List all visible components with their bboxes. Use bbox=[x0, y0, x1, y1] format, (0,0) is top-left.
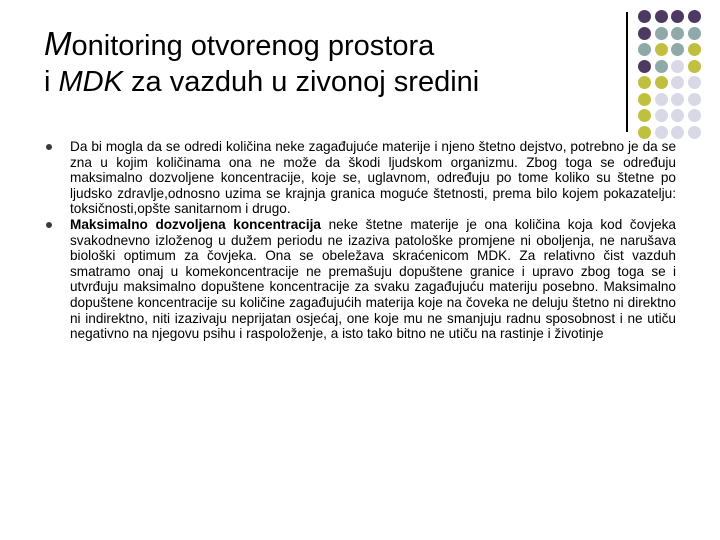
decorative-dot bbox=[688, 43, 701, 56]
decorative-dot bbox=[671, 126, 684, 139]
decorative-dot bbox=[688, 60, 701, 73]
decorative-dot bbox=[655, 43, 668, 56]
decorative-dot bbox=[655, 109, 668, 122]
decorative-dot bbox=[638, 60, 651, 73]
bullet-text: Da bi mogla da se odredi količina neke zagađujuće materije i njeno štetno dejstvo, potrebno je da se zna u kojim količinama ona ne može da škodi ljudskom organizmu. Zbog toga se određuju maksimalno dozvoljene koncentracije, koje se, uglavnom, određuju po tome koliko su štetne po ljudsko zdravlje,odnosno uzima se krajnja granica moguće štetnosti, prema bilo kojem pokazatelju: toksičnosti,opšte sanitarnom i drugo. bbox=[70, 139, 676, 217]
decorative-dot-grid bbox=[638, 10, 720, 140]
bullet-text: neke štetne materije je ona količina koja kod čovjeka svakodnevno izloženog u dužem periodu ne izaziva patološke promjene ni oboljenja, ne narušava biološki optimum za čovjeka. Ona se obeležava skraćenicom MDK. Za relativno čist vazduh smatramo onaj u komekoncentracije ne premašuju dopuštene granice i upravo zbog toga se i utvrđuju maksimalno dopuštene koncentracije za svaku zagađujuću materiju posebno. Maksimalno dopuštene koncentracije su količine zagađujućih materija koje na čoveka ne deluju štetno ni direktno ni indirektno, niti izazivaju neprijatan osjećaj, one koje mu ne smanjuju radnu sposobnost i ne utiču negativno na njegovu psihu i raspoloženje, a isto tako bitno ne utiču na rastinje i životinje bbox=[70, 216, 676, 342]
decorative-dot bbox=[655, 126, 668, 139]
decorative-dot bbox=[638, 43, 651, 56]
decorative-dot bbox=[671, 76, 684, 89]
title-line-2 bbox=[44, 66, 479, 98]
bullet-item bbox=[44, 217, 676, 342]
bullet-dot-icon bbox=[46, 144, 52, 150]
title-line-2-rest: za vazduh u zivonoj sredini bbox=[122, 66, 480, 98]
decorative-dot bbox=[655, 60, 668, 73]
slide-title bbox=[44, 26, 614, 100]
decorative-dot bbox=[688, 10, 701, 23]
title-initial-letter: M bbox=[44, 25, 72, 62]
decorative-dot bbox=[671, 93, 684, 106]
decorative-dot bbox=[671, 109, 684, 122]
decorative-dot bbox=[638, 109, 651, 122]
decorative-dot bbox=[655, 10, 668, 23]
title-mdk-abbreviation: MDK bbox=[58, 66, 123, 98]
decorative-dot bbox=[655, 93, 668, 106]
decorative-dot bbox=[671, 60, 684, 73]
bullet-bold-term: Maksimalno dozvoljena koncentracija bbox=[70, 216, 321, 232]
decorative-dot bbox=[638, 126, 651, 139]
decorative-dot bbox=[671, 43, 684, 56]
title-line-1 bbox=[44, 25, 435, 62]
title-line-2-prefix: i bbox=[44, 66, 59, 98]
decorative-dot bbox=[638, 27, 651, 40]
decorative-dot bbox=[671, 27, 684, 40]
decorative-dot bbox=[688, 109, 701, 122]
bullet-dot-icon bbox=[46, 222, 52, 228]
decorative-dot bbox=[638, 10, 651, 23]
decorative-dot bbox=[688, 27, 701, 40]
title-line-1-rest: onitoring otvorenog prostora bbox=[71, 30, 435, 62]
decorative-dot bbox=[688, 93, 701, 106]
decorative-dot bbox=[638, 93, 651, 106]
bullet-item bbox=[44, 139, 676, 217]
decorative-dot bbox=[655, 76, 668, 89]
decorative-dot bbox=[671, 10, 684, 23]
decorative-dot bbox=[688, 76, 701, 89]
bullet-list bbox=[44, 139, 676, 342]
decorative-dot bbox=[638, 76, 651, 89]
vertical-divider bbox=[626, 12, 628, 132]
decorative-dot bbox=[688, 126, 701, 139]
decorative-dot bbox=[655, 27, 668, 40]
